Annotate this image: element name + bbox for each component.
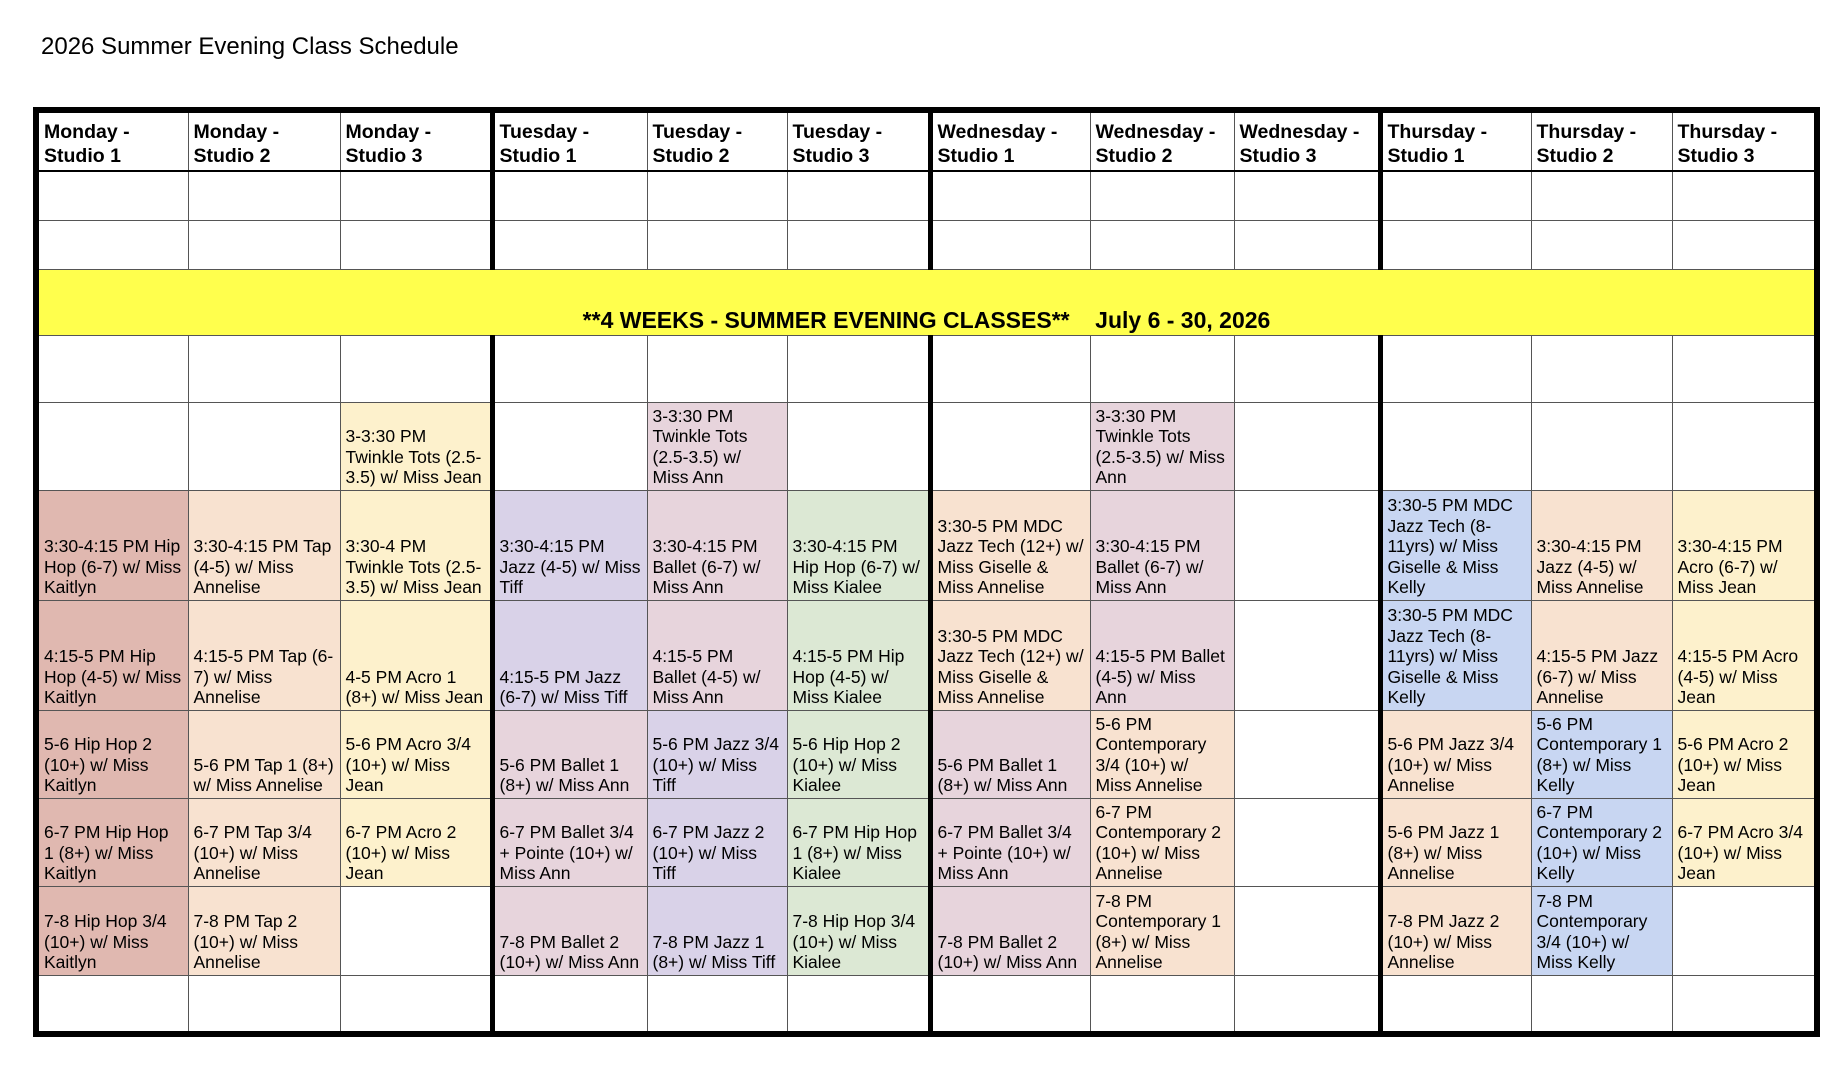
- class-cell: 3:30-4:15 PM Hip Hop (6-7) w/ Miss Kaitlyn: [36, 490, 188, 600]
- empty-cell: [492, 402, 647, 490]
- empty-cell: [1234, 600, 1380, 710]
- class-cell: 6-7 PM Hip Hop 1 (8+) w/ Miss Kaitlyn: [36, 798, 188, 886]
- class-cell: 5-6 PM Jazz 3/4 (10+) w/ Miss Tiff: [647, 710, 787, 798]
- empty-cell: [340, 171, 492, 220]
- class-cell: 5-6 PM Acro 2 (10+) w/ Miss Jean: [1672, 710, 1817, 798]
- empty-cell: [930, 402, 1090, 490]
- empty-cell: [1672, 220, 1817, 269]
- class-cell: 5-6 Hip Hop 2 (10+) w/ Miss Kaitlyn: [36, 710, 188, 798]
- time-slot-row: [36, 600, 1817, 710]
- class-cell: 5-6 PM Ballet 1 (8+) w/ Miss Ann: [492, 710, 647, 798]
- class-cell: 6-7 PM Contemporary 2 (10+) w/ Miss Annelise: [1090, 798, 1234, 886]
- empty-cell: [1090, 220, 1234, 269]
- class-cell: 7-8 PM Ballet 2 (10+) w/ Miss Ann: [492, 886, 647, 975]
- empty-cell: [1234, 798, 1380, 886]
- empty-cell: [647, 335, 787, 402]
- class-cell: 3:30-5 PM MDC Jazz Tech (12+) w/ Miss Giselle & Miss Annelise: [930, 600, 1090, 710]
- empty-cell: [492, 171, 647, 220]
- empty-cell: [1672, 402, 1817, 490]
- schedule-table: [33, 107, 1820, 1037]
- page-title: 2026 Summer Evening Class Schedule: [41, 33, 459, 60]
- empty-cell: [188, 220, 340, 269]
- class-cell: 3:30-5 PM MDC Jazz Tech (8-11yrs) w/ Miss Giselle & Miss Kelly: [1380, 490, 1531, 600]
- empty-cell: [492, 335, 647, 402]
- empty-cell: [1090, 975, 1234, 1034]
- class-cell: 5-6 Hip Hop 2 (10+) w/ Miss Kialee: [787, 710, 930, 798]
- empty-cell: [1380, 975, 1531, 1034]
- empty-cell: [36, 975, 188, 1034]
- class-cell: 5-6 PM Acro 3/4 (10+) w/ Miss Jean: [340, 710, 492, 798]
- class-cell: 6-7 PM Ballet 3/4 + Pointe (10+) w/ Miss Ann: [492, 798, 647, 886]
- class-cell: 7-8 PM Jazz 1 (8+) w/ Miss Tiff: [647, 886, 787, 975]
- empty-cell: [787, 975, 930, 1034]
- empty-cell: [1234, 975, 1380, 1034]
- empty-row: [36, 975, 1817, 1034]
- class-cell: 5-6 PM Jazz 3/4 (10+) w/ Miss Annelise: [1380, 710, 1531, 798]
- empty-cell: [1531, 402, 1672, 490]
- time-slot-row: [36, 490, 1817, 600]
- time-slot-row: [36, 798, 1817, 886]
- class-cell: 7-8 Hip Hop 3/4 (10+) w/ Miss Kialee: [787, 886, 930, 975]
- empty-cell: [1234, 335, 1380, 402]
- class-cell: 5-6 PM Jazz 1 (8+) w/ Miss Annelise: [1380, 798, 1531, 886]
- column-header: Monday - Studio 2: [188, 110, 340, 171]
- empty-cell: [1531, 171, 1672, 220]
- class-cell: 3:30-4:15 PM Jazz (4-5) w/ Miss Annelise: [1531, 490, 1672, 600]
- class-cell: 7-8 PM Contemporary 1 (8+) w/ Miss Annelise: [1090, 886, 1234, 975]
- empty-cell: [787, 171, 930, 220]
- class-cell: 5-6 PM Tap 1 (8+) w/ Miss Annelise: [188, 710, 340, 798]
- empty-cell: [1234, 490, 1380, 600]
- empty-cell: [1672, 171, 1817, 220]
- empty-cell: [1531, 220, 1672, 269]
- empty-cell: [188, 171, 340, 220]
- empty-cell: [1531, 975, 1672, 1034]
- column-header: Monday - Studio 3: [340, 110, 492, 171]
- class-cell: 7-8 PM Contemporary 3/4 (10+) w/ Miss Kelly: [1531, 886, 1672, 975]
- empty-cell: [787, 402, 930, 490]
- class-cell: 6-7 PM Contemporary 2 (10+) w/ Miss Kelly: [1531, 798, 1672, 886]
- time-slot-row: [36, 886, 1817, 975]
- class-cell: 7-8 Hip Hop 3/4 (10+) w/ Miss Kaitlyn: [36, 886, 188, 975]
- empty-cell: [340, 220, 492, 269]
- column-header: Tuesday - Studio 3: [787, 110, 930, 171]
- empty-cell: [1234, 220, 1380, 269]
- empty-cell: [1672, 886, 1817, 975]
- empty-cell: [1380, 402, 1531, 490]
- class-cell: 6-7 PM Tap 3/4 (10+) w/ Miss Annelise: [188, 798, 340, 886]
- empty-cell: [930, 171, 1090, 220]
- column-header: Thursday - Studio 3: [1672, 110, 1817, 171]
- class-cell: 7-8 PM Jazz 2 (10+) w/ Miss Annelise: [1380, 886, 1531, 975]
- column-header: Thursday - Studio 1: [1380, 110, 1531, 171]
- class-cell: 6-7 PM Acro 3/4 (10+) w/ Miss Jean: [1672, 798, 1817, 886]
- class-cell: 5-6 PM Contemporary 1 (8+) w/ Miss Kelly: [1531, 710, 1672, 798]
- empty-cell: [647, 171, 787, 220]
- column-header: Wednesday - Studio 2: [1090, 110, 1234, 171]
- empty-cell: [787, 220, 930, 269]
- empty-cell: [492, 975, 647, 1034]
- class-cell: 6-7 PM Jazz 2 (10+) w/ Miss Tiff: [647, 798, 787, 886]
- class-cell: 4:15-5 PM Hip Hop (4-5) w/ Miss Kaitlyn: [36, 600, 188, 710]
- empty-cell: [930, 975, 1090, 1034]
- empty-cell: [1234, 402, 1380, 490]
- empty-cell: [647, 220, 787, 269]
- empty-cell: [1090, 335, 1234, 402]
- class-cell: 3-3:30 PM Twinkle Tots (2.5-3.5) w/ Miss Ann: [647, 402, 787, 490]
- empty-row: [36, 171, 1817, 220]
- class-cell: 3:30-4:15 PM Acro (6-7) w/ Miss Jean: [1672, 490, 1817, 600]
- class-cell: 6-7 PM Hip Hop 1 (8+) w/ Miss Kialee: [787, 798, 930, 886]
- empty-cell: [930, 335, 1090, 402]
- header-row: [36, 110, 1817, 171]
- empty-cell: [647, 975, 787, 1034]
- class-cell: 3:30-4:15 PM Tap (4-5) w/ Miss Annelise: [188, 490, 340, 600]
- class-cell: 3:30-5 PM MDC Jazz Tech (12+) w/ Miss Giselle & Miss Annelise: [930, 490, 1090, 600]
- column-header: Monday - Studio 1: [36, 110, 188, 171]
- empty-cell: [1090, 171, 1234, 220]
- class-cell: 3:30-5 PM MDC Jazz Tech (8-11yrs) w/ Miss Giselle & Miss Kelly: [1380, 600, 1531, 710]
- empty-cell: [492, 220, 647, 269]
- empty-cell: [787, 335, 930, 402]
- empty-cell: [930, 220, 1090, 269]
- empty-cell: [340, 975, 492, 1034]
- empty-cell: [1531, 335, 1672, 402]
- column-header: Thursday - Studio 2: [1531, 110, 1672, 171]
- empty-row: [36, 335, 1817, 402]
- class-cell: 4-5 PM Acro 1 (8+) w/ Miss Jean: [340, 600, 492, 710]
- empty-cell: [1234, 710, 1380, 798]
- class-cell: 4:15-5 PM Acro (4-5) w/ Miss Jean: [1672, 600, 1817, 710]
- empty-cell: [340, 886, 492, 975]
- empty-cell: [188, 335, 340, 402]
- empty-cell: [188, 975, 340, 1034]
- class-cell: 3:30-4:15 PM Hip Hop (6-7) w/ Miss Kialee: [787, 490, 930, 600]
- banner-row: [36, 269, 1817, 335]
- class-cell: 3-3:30 PM Twinkle Tots (2.5-3.5) w/ Miss Ann: [1090, 402, 1234, 490]
- class-cell: 3-3:30 PM Twinkle Tots (2.5-3.5) w/ Miss Jean: [340, 402, 492, 490]
- class-cell: 4:15-5 PM Jazz (6-7) w/ Miss Tiff: [492, 600, 647, 710]
- class-cell: 3:30-4:15 PM Ballet (6-7) w/ Miss Ann: [1090, 490, 1234, 600]
- column-header: Tuesday - Studio 1: [492, 110, 647, 171]
- class-cell: 5-6 PM Contemporary 3/4 (10+) w/ Miss Annelise: [1090, 710, 1234, 798]
- empty-cell: [1380, 171, 1531, 220]
- time-slot-row: [36, 402, 1817, 490]
- empty-cell: [36, 220, 188, 269]
- empty-cell: [36, 335, 188, 402]
- empty-cell: [1234, 886, 1380, 975]
- class-cell: 6-7 PM Ballet 3/4 + Pointe (10+) w/ Miss Ann: [930, 798, 1090, 886]
- class-cell: 3:30-4 PM Twinkle Tots (2.5-3.5) w/ Miss Jean: [340, 490, 492, 600]
- empty-cell: [1234, 171, 1380, 220]
- empty-cell: [1380, 220, 1531, 269]
- class-cell: 4:15-5 PM Ballet (4-5) w/ Miss Ann: [1090, 600, 1234, 710]
- empty-cell: [1380, 335, 1531, 402]
- empty-cell: [36, 171, 188, 220]
- column-header: Wednesday - Studio 3: [1234, 110, 1380, 171]
- time-slot-row: [36, 710, 1817, 798]
- class-cell: 4:15-5 PM Ballet (4-5) w/ Miss Ann: [647, 600, 787, 710]
- class-cell: 6-7 PM Acro 2 (10+) w/ Miss Jean: [340, 798, 492, 886]
- empty-cell: [188, 402, 340, 490]
- column-header: Tuesday - Studio 2: [647, 110, 787, 171]
- class-cell: 7-8 PM Ballet 2 (10+) w/ Miss Ann: [930, 886, 1090, 975]
- empty-cell: [340, 335, 492, 402]
- class-cell: 5-6 PM Ballet 1 (8+) w/ Miss Ann: [930, 710, 1090, 798]
- empty-cell: [1672, 975, 1817, 1034]
- class-cell: 3:30-4:15 PM Ballet (6-7) w/ Miss Ann: [647, 490, 787, 600]
- class-cell: 3:30-4:15 PM Jazz (4-5) w/ Miss Tiff: [492, 490, 647, 600]
- class-cell: 4:15-5 PM Jazz (6-7) w/ Miss Annelise: [1531, 600, 1672, 710]
- empty-cell: [36, 402, 188, 490]
- class-cell: 4:15-5 PM Hip Hop (4-5) w/ Miss Kialee: [787, 600, 930, 710]
- empty-cell: [1672, 335, 1817, 402]
- column-header: Wednesday - Studio 1: [930, 110, 1090, 171]
- class-cell: 7-8 PM Tap 2 (10+) w/ Miss Annelise: [188, 886, 340, 975]
- schedule-banner: **4 WEEKS - SUMMER EVENING CLASSES** July 6 - 30, 2026: [36, 269, 1817, 335]
- class-cell: 4:15-5 PM Tap (6-7) w/ Miss Annelise: [188, 600, 340, 710]
- empty-row: [36, 220, 1817, 269]
